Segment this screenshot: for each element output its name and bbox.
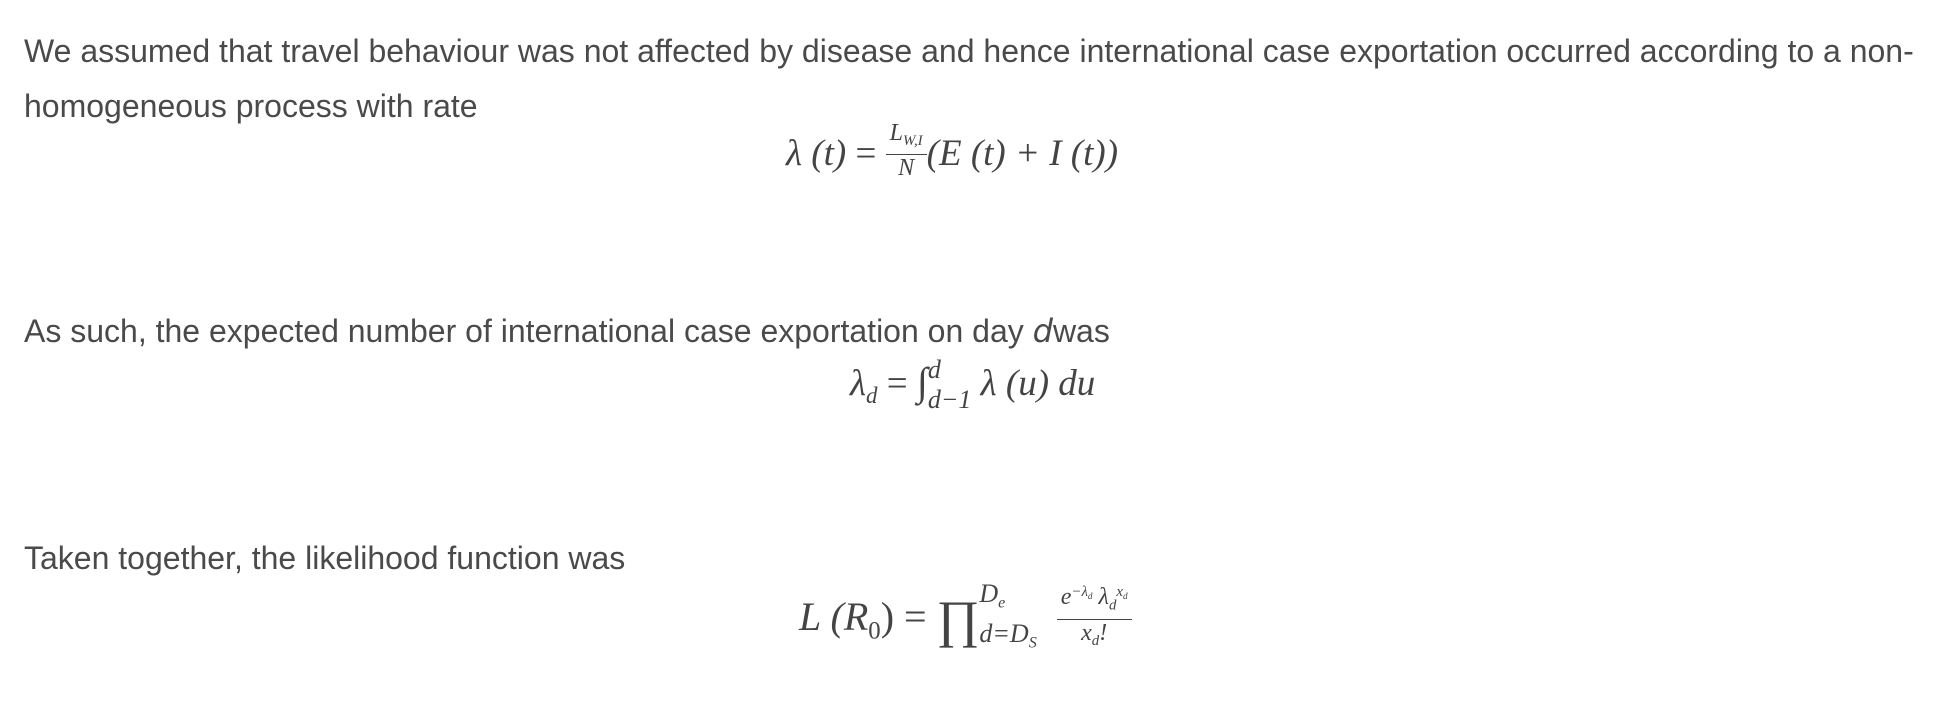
eq3-limits: [979, 581, 1036, 656]
eq3-fraction: [1057, 579, 1132, 654]
paragraph-likelihood: Taken together, the likelihood function was: [24, 540, 626, 576]
eq3-lhs-close: ): [880, 593, 895, 639]
eq2-equals: =: [877, 363, 917, 404]
eq3-num-exp-sub: d: [1087, 591, 1093, 602]
eq1-frac-num: [886, 120, 927, 155]
eq3-frac-den: [1057, 620, 1132, 654]
eq3-num-lambda-sub: d: [1108, 597, 1117, 614]
eq1-frac-num-base: L: [889, 120, 903, 146]
p2-text-before: As such, the expected number of international case exportation on day: [24, 313, 1033, 349]
eq2-lhs: λ: [850, 363, 867, 404]
eq3-upper-sub: e: [998, 594, 1006, 612]
eq1-equals: =: [846, 133, 886, 175]
eq1-lhs: λ (t): [786, 133, 847, 175]
eq2-rhs: λ (u) du: [980, 363, 1096, 404]
equation-likelihood: [799, 579, 1132, 658]
eq3-num-lambda-exponent: [1116, 584, 1127, 600]
eq3-num-lambda: λ: [1092, 584, 1109, 611]
eq2-lhs-sub: d: [866, 383, 878, 409]
p2-variable-d: d: [1032, 312, 1053, 350]
eq1-fraction: [886, 120, 927, 181]
eq3-den-factorial: !: [1099, 619, 1108, 646]
equation-rate: [786, 120, 1119, 187]
eq1-frac-num-sub: W,I: [902, 133, 923, 150]
eq3-num-exponent: [1071, 584, 1092, 600]
eq1-frac-den: N: [898, 155, 915, 182]
eq3-frac-num: [1057, 579, 1132, 619]
eq3-num-exp-base: −λ: [1071, 584, 1088, 601]
equation-expected-count: [850, 354, 1096, 415]
eq2-limits: [927, 354, 972, 414]
eq3-product-sign: ∏: [936, 591, 980, 649]
eq3-lower-sub: S: [1028, 634, 1037, 652]
eq3-den-x: x: [1081, 619, 1092, 646]
p2-text-after: was: [1052, 313, 1110, 349]
eq3-num-lambda-exp-base: x: [1116, 584, 1123, 601]
eq3-upper-limit: [979, 581, 1036, 617]
paragraph-intro: We assumed that travel behaviour was not affected by disease and hence international case exportation occurred according to a non-homogeneous process with rate: [24, 33, 1914, 124]
paragraph-expected: [24, 304, 1944, 359]
eq2-lower-limit: d−1: [927, 384, 972, 414]
eq3-den-sub: d: [1091, 632, 1100, 649]
eq2-upper-limit: d: [927, 354, 941, 384]
eq2-integral-sign: ∫: [916, 359, 928, 404]
eq3-lower-limit: [979, 618, 1037, 657]
eq3-num-e: e: [1060, 584, 1072, 611]
eq3-lower-base: d=D: [979, 618, 1029, 648]
eq3-num-lambda-exp-sub: d: [1122, 591, 1128, 602]
eq3-equals: =: [894, 593, 937, 639]
eq1-rhs: (E (t) + I (t)): [926, 133, 1119, 175]
eq3-upper-base: D: [979, 579, 999, 608]
eq3-lhs: L (R: [799, 593, 869, 639]
eq3-lhs-sub: 0: [868, 617, 881, 645]
